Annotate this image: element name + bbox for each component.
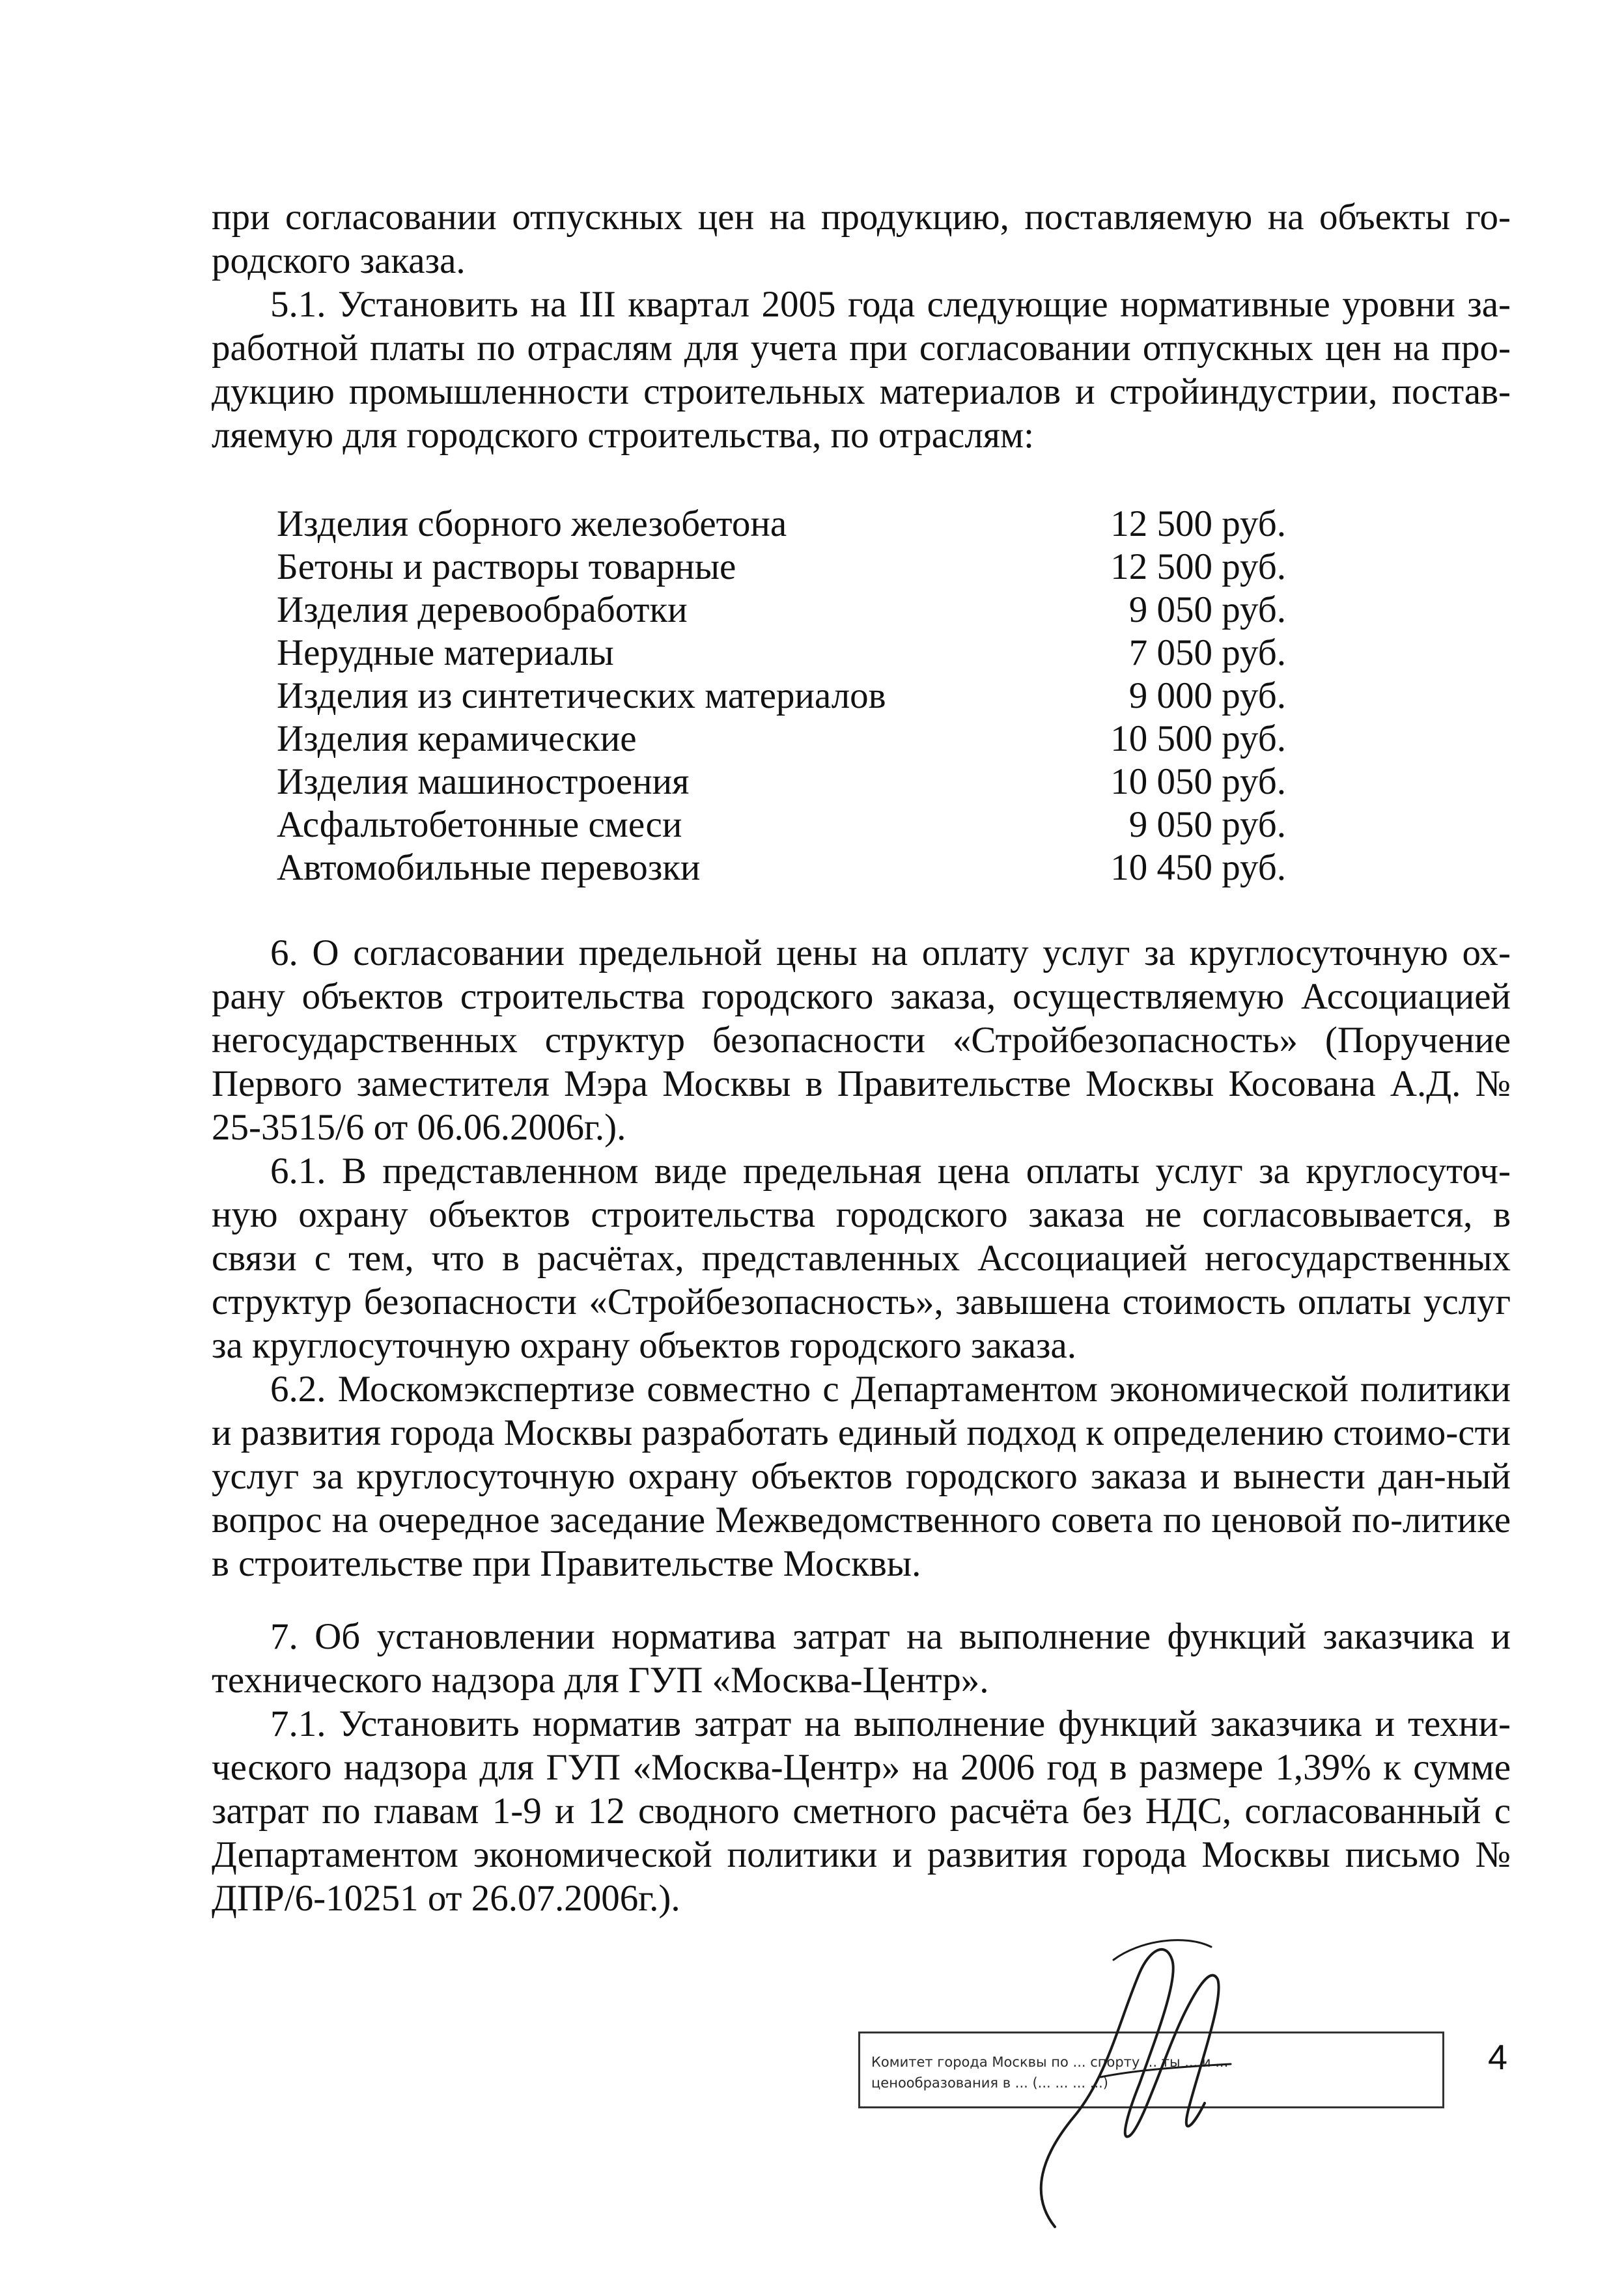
- handwritten-signature: [1016, 1921, 1328, 2233]
- page-number: 4: [1488, 2038, 1508, 2077]
- rate-name: Изделия керамические: [277, 718, 637, 759]
- rate-name: Изделия сборного железобетона: [277, 503, 787, 544]
- rate-row: [277, 589, 1286, 632]
- rate-row: [277, 803, 1286, 846]
- rate-value: 12 500 руб.: [1110, 546, 1286, 587]
- rate-value: 9 050 руб.: [1128, 804, 1286, 845]
- rate-row: [277, 718, 1286, 761]
- rate-value: 7 050 руб.: [1128, 632, 1286, 673]
- rate-name: Изделия из синтетических материалов: [277, 675, 886, 716]
- rate-value: 12 500 руб.: [1110, 503, 1286, 544]
- paragraph-6: 6. О согласовании предельной цены на оплату услуг за круглосуточную ох-рану объектов строительства городского заказа, осуществляемую Ассоциацией негосударственных структур безопасности «Стройбезопасность» (Поручение Первого заместителя Мэра Москвы в Правительстве Москвы Косована А.Д. № 25-3515/6 от 06.06.2006г.).: [212, 932, 1511, 1148]
- rate-name: Бетоны и растворы товарные: [277, 546, 736, 587]
- rate-value: 9 050 руб.: [1128, 589, 1286, 630]
- paragraph-6-2: 6.2. Москомэкспертизе совместно с Департаментом экономической политики и развития города Москвы разработать единый подход к определению стоимо-сти услуг за круглосуточную охрану объектов городского заказа и вынести дан-ный вопрос на очередное заседание Межведомственного совета по ценовой по-литике в строительстве при Правительстве Москвы.: [212, 1369, 1511, 1584]
- rate-value: 10 050 руб.: [1110, 761, 1286, 802]
- wage-rates-list: [277, 503, 1286, 889]
- rate-name: Автомобильные перевозки: [277, 847, 701, 888]
- rate-value: 10 500 руб.: [1110, 718, 1286, 759]
- paragraph-5-1: 5.1. Установить на III квартал 2005 года следующие нормативные уровни за-работной платы по отраслям для учета при согласовании отпускных цен на про-дукцию промышленности строительных материалов и стройиндустрии, постав-ляемую для городского строительства, по отраслям:: [212, 284, 1511, 456]
- stamp-line-1: Комитет города Москвы по ... спорту ... ты ... и ...: [871, 2054, 1229, 2070]
- rate-row: [277, 846, 1286, 889]
- rate-name: Изделия деревообработки: [277, 589, 688, 630]
- paragraph-7-1: 7.1. Установить норматив затрат на выполнение функций заказчика и техни-ческого надзора для ГУП «Москва-Центр» на 2006 год в размере 1,39% к сумме затрат по главам 1-9 и 12 сводного сметного расчёта без НДС, согласованный с Департаментом экономической политики и развития города Москвы письмо № ДПР/6-10251 от 26.07.2006г.).: [212, 1703, 1511, 1919]
- rate-row: [277, 761, 1286, 803]
- rate-row: [277, 503, 1286, 546]
- rate-value: 10 450 руб.: [1110, 847, 1286, 888]
- stamp-line-2: ценообразования в ... (... ... ... ...): [871, 2075, 1109, 2091]
- rate-name: Нерудные материалы: [277, 632, 614, 673]
- middle-text: [212, 931, 1511, 1585]
- rate-row: [277, 546, 1286, 589]
- paragraph-7: 7. Об установлении норматива затрат на выполнение функций заказчика и технического надзора для ГУП «Москва-Центр».: [212, 1616, 1511, 1701]
- paragraph-6-1: 6.1. В представленном виде предельная цена оплаты услуг за круглосуточ-ную охрану объектов строительства городского заказа не согласовывается, в связи с тем, что в расчётах, представленных Ассоциацией негосударственных структур безопасности «Стройбезопасность», завышена стоимость оплаты услуг за круглосуточную охрану объектов городского заказа.: [212, 1151, 1511, 1366]
- rate-row: [277, 675, 1286, 718]
- rate-name: Изделия машиностроения: [277, 761, 690, 802]
- upper-text: [212, 195, 1511, 457]
- rate-name: Асфальтобетонные смеси: [277, 804, 682, 845]
- rate-row: [277, 632, 1286, 675]
- intro-paragraph: при согласовании отпускных цен на продукцию, поставляемую на объекты го-родского заказа.: [212, 197, 1511, 281]
- rate-value: 9 000 руб.: [1128, 675, 1286, 716]
- lower-text: [212, 1615, 1511, 1920]
